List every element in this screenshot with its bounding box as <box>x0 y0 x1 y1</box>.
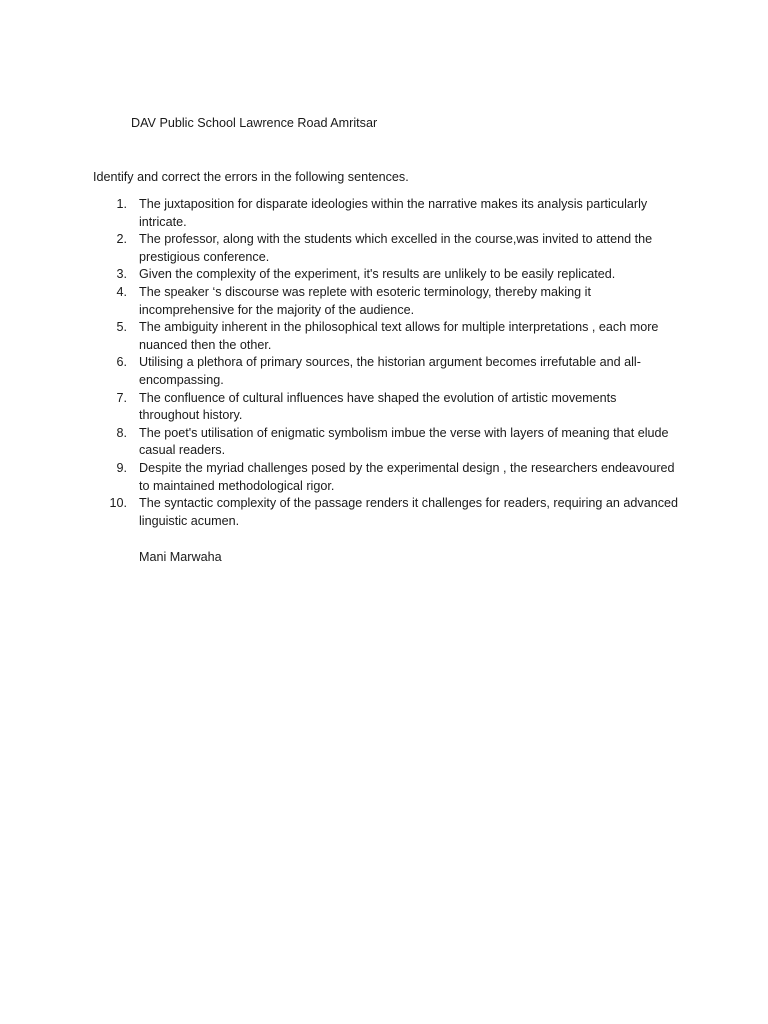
question-text: The ambiguity inherent in the philosophical text allows for multiple interpretations , each more nuanced then the other. <box>139 320 659 352</box>
question-number: 10. <box>109 496 127 511</box>
question-item <box>0 495 679 530</box>
signature-name: Mani Marwaha <box>139 550 222 564</box>
question-number: 5. <box>116 320 127 335</box>
question-item <box>0 196 679 231</box>
question-number: 2. <box>116 232 127 247</box>
question-item <box>0 460 679 495</box>
question-text: The poet's utilisation of enigmatic symbolism imbue the verse with layers of meaning that elude casual readers. <box>139 425 669 458</box>
question-text: The professor, along with the students which excelled in the course,was invited to attend the prestigious conference. <box>139 232 653 264</box>
question-item <box>0 354 679 389</box>
question-text: Utilising a plethora of primary sources, the historian argument becomes irrefutable and all-encompassing. <box>139 355 641 387</box>
question-number: 7. <box>116 390 127 405</box>
question-list <box>0 196 768 530</box>
question-text: Given the complexity of the experiment, it's results are unlikely to be easily replicated. <box>139 267 616 282</box>
question-item <box>0 425 679 460</box>
question-number: 6. <box>116 355 127 370</box>
instruction-text: Identify and correct the errors in the following sentences. <box>93 170 409 184</box>
question-number: 3. <box>116 267 127 282</box>
question-text: Despite the myriad challenges posed by the experimental design , the researchers endeavoured to maintained methodological rigor. <box>139 460 675 493</box>
question-number: 4. <box>116 284 127 299</box>
question-number: 1. <box>116 197 127 211</box>
question-item <box>0 231 679 266</box>
question-text: The confluence of cultural influences have shaped the evolution of artistic movements throughout history. <box>139 390 617 423</box>
question-number: 8. <box>116 425 127 440</box>
school-name-heading: DAV Public School Lawrence Road Amritsar <box>131 116 378 130</box>
question-text: The juxtaposition for disparate ideologies within the narrative makes its analysis particularly intricate. <box>139 197 648 229</box>
question-number: 9. <box>116 460 127 475</box>
question-text: The speaker ‘s discourse was replete with esoteric terminology, thereby making it incomprehensive for the majority of the audience. <box>139 284 591 317</box>
question-text: The syntactic complexity of the passage renders it challenges for readers, requiring an advanced linguistic acumen. <box>139 496 679 528</box>
question-item <box>0 390 679 425</box>
question-item <box>0 266 679 284</box>
question-item <box>0 319 679 354</box>
question-item <box>0 284 679 319</box>
